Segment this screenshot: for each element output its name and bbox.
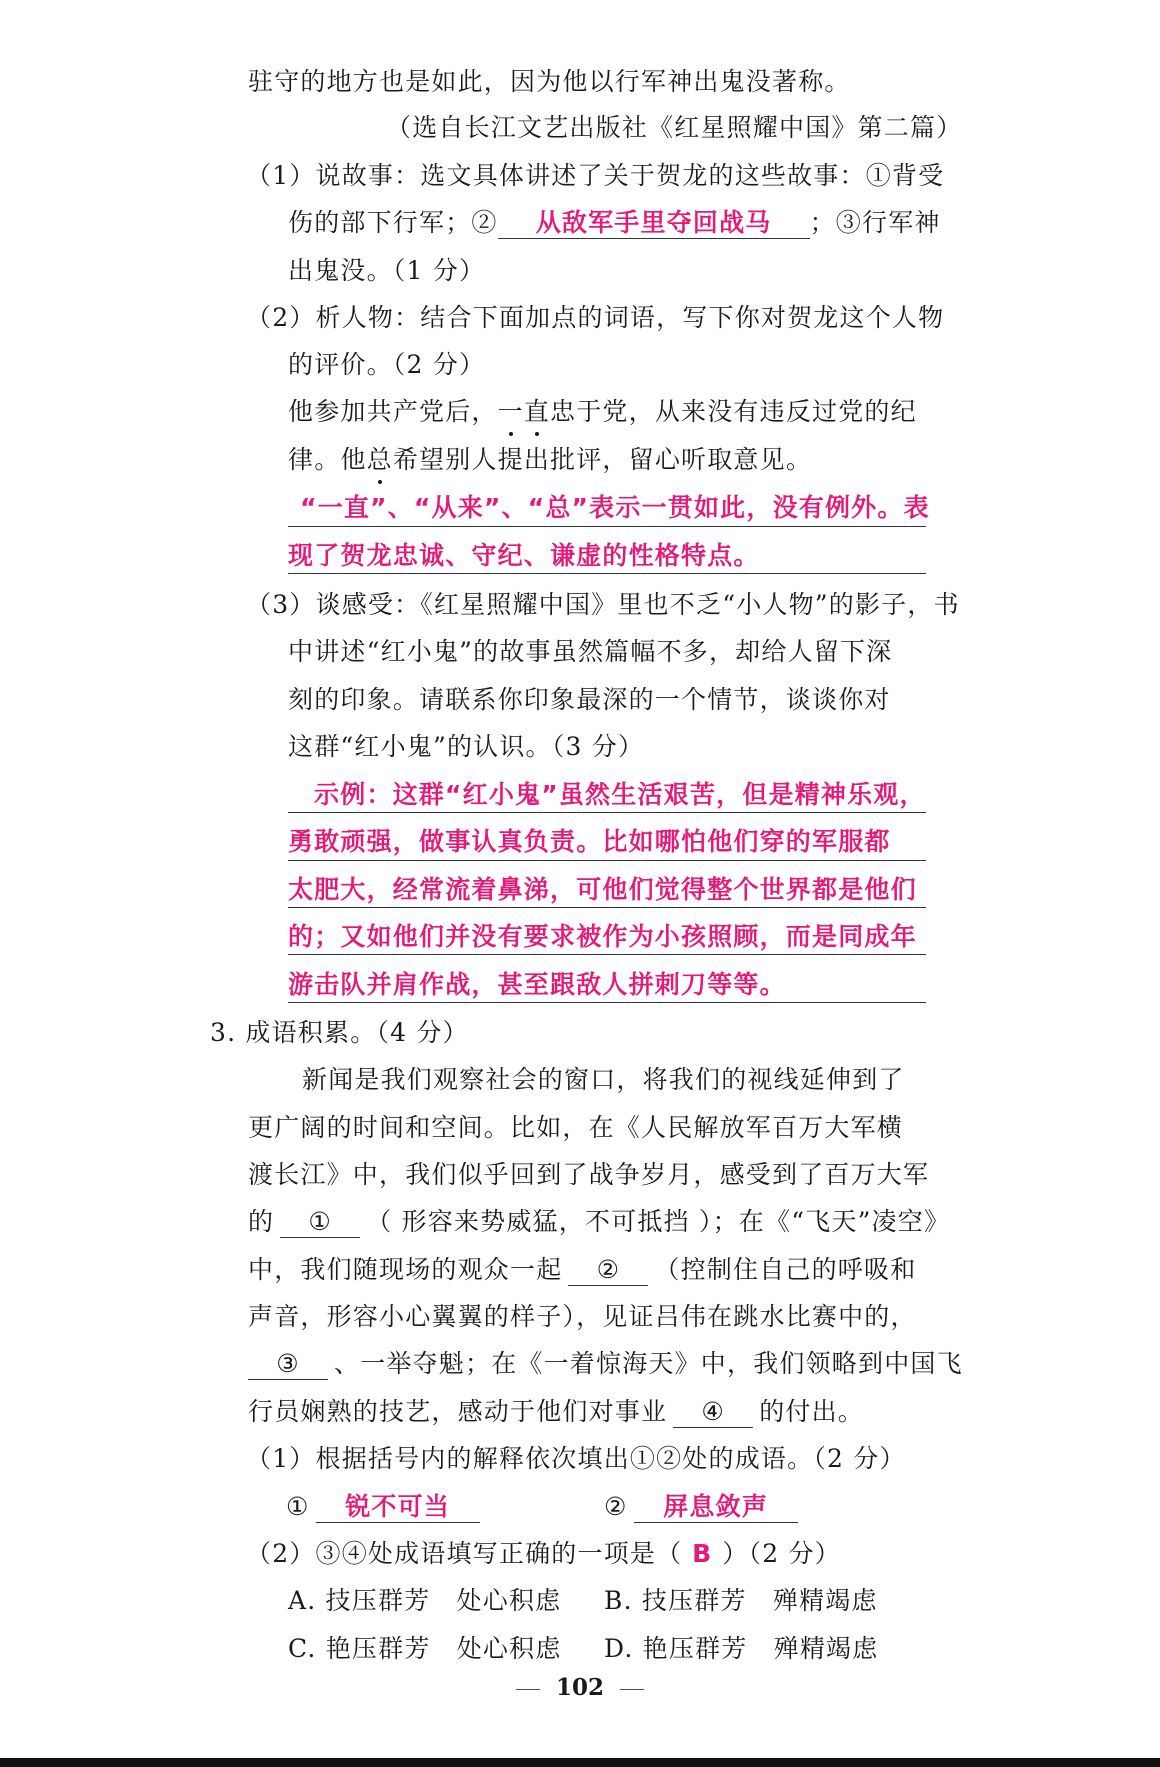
- dotted-char: 总: [367, 443, 393, 477]
- q2-3-answer-line2: 勇敢顽强，做事认真负责。比如哪怕他们穿的军服都: [288, 827, 891, 856]
- q2-1-line2-pre: 伤的部下行军；②: [288, 208, 498, 237]
- answer-underline: [288, 907, 926, 908]
- q2-3-answer-line4: 的；又如他们并没有要求被作为小孩照顾，而是同成年: [288, 922, 917, 951]
- answer-underline: [288, 860, 926, 861]
- q2-2-answer-line1: “一直”、“从来”、“总”表示一贯如此，没有例外。表: [300, 493, 930, 522]
- para-text: 的: [248, 1207, 275, 1236]
- quote-text: 忠于党，从来没有违反过党的纪: [550, 397, 917, 426]
- passage-source: （选自长江文艺出版社《红星照耀中国》第二篇）: [386, 113, 963, 142]
- question-text: （2）③④处成语填写正确的一项是（: [246, 1539, 683, 1568]
- q2-3-answer-line1: 示例：这群“红小鬼”虽然生活艰苦，但是精神乐观，: [314, 780, 926, 809]
- answer-underline: [288, 573, 926, 574]
- page-footer: [0, 1674, 1160, 1701]
- blank-4: ④: [673, 1397, 753, 1428]
- q2-1-line2-post: ；③行军神: [809, 208, 941, 237]
- q2-1-line3: 出鬼没。（1 分）: [288, 256, 486, 285]
- q2-2-line1: （2）析人物：结合下面加点的词语，写下你对贺龙这个人物: [246, 303, 945, 332]
- q3-para-line2: 更广阔的时间和空间。比如，在《人民解放军百万大军横: [248, 1113, 904, 1142]
- q2-3-line3: 刻的印象。请联系你印象最深的一个情节，谈谈你对: [288, 685, 891, 714]
- blank-1: ①: [280, 1207, 360, 1238]
- question-text: ）（2 分）: [722, 1539, 841, 1568]
- q3-1-text: （1）根据括号内的解释依次填出①②处的成语。（2 分）: [246, 1444, 906, 1473]
- q3-para-line4: [248, 1205, 950, 1239]
- q2-1-line2: [288, 206, 941, 240]
- footer-dash: [516, 1689, 540, 1690]
- quote-text: 他参加共产党后，: [288, 397, 498, 426]
- q3-para-line5: [248, 1253, 916, 1287]
- option-a: A. 技压群芳 处心积虑: [288, 1586, 562, 1615]
- para-text: 中，我们随现场的观众一起: [248, 1255, 563, 1284]
- q3-1-answer-row-2: [604, 1490, 798, 1524]
- blank-3: ③: [248, 1349, 328, 1380]
- quote-text: 希望别人提出批评，留心听取意见。: [392, 445, 813, 474]
- option-b: B. 技压群芳 殚精竭虑: [604, 1586, 878, 1615]
- q3-para-line7: [248, 1347, 963, 1381]
- option-c: C. 艳压群芳 处心积虑: [288, 1634, 562, 1663]
- para-text: 的付出。: [759, 1397, 865, 1426]
- q3-para-line8: [248, 1395, 864, 1429]
- dotted-char: 一: [498, 395, 524, 429]
- answer-label: ②: [604, 1492, 628, 1521]
- q3-1-answer-2: 屏息敛声: [634, 1492, 798, 1523]
- q2-3-line4: 这群“红小鬼”的认识。（3 分）: [288, 732, 645, 761]
- footer-dash: [620, 1689, 644, 1690]
- para-text: （ 形容来势威猛，不可抵挡 ）；在《“飞天”凌空》: [366, 1207, 951, 1236]
- q2-1-answer: 从敌军手里夺回战马: [498, 208, 810, 239]
- q3-1-answer-1: 锐不可当: [316, 1492, 480, 1523]
- page-number: 102: [555, 1674, 604, 1701]
- q3-2-answer: B: [692, 1539, 713, 1568]
- answer-underline: [288, 1002, 926, 1003]
- q3-heading: 3. 成语积累。（4 分）: [210, 1018, 469, 1047]
- answer-label: ①: [286, 1492, 310, 1521]
- answer-underline: [288, 812, 926, 813]
- q3-para-line6: 声音，形容小心翼翼的样子），见证吕伟在跳水比赛中的，: [248, 1302, 917, 1331]
- q2-3-line2: 中讲述“红小鬼”的故事虽然篇幅不多，却给人留下深: [288, 637, 893, 666]
- q3-2-text: [246, 1537, 841, 1571]
- answer-underline: [288, 954, 926, 955]
- passage-tail: 驻守的地方也是如此，因为他以行军神出鬼没著称。: [248, 67, 851, 96]
- q2-2-quote-line1: [288, 395, 917, 429]
- q2-3-answer-line5: 游击队并肩作战，甚至跟敌人拼刺刀等等。: [288, 970, 786, 999]
- para-text: （控制住自己的呼吸和: [654, 1255, 917, 1284]
- q3-para-line3: 渡长江》中，我们似乎回到了战争岁月，感受到了百万大军: [248, 1160, 930, 1189]
- q2-3-line1: （3）谈感受：《红星照耀中国》里也不乏“小人物”的影子，书: [246, 590, 960, 619]
- q3-1-answer-row: [286, 1490, 480, 1524]
- blank-2: ②: [568, 1255, 648, 1286]
- bottom-bar: [0, 1758, 1160, 1767]
- para-text: 、一举夺魁；在《一着惊海天》中，我们领略到中国飞: [334, 1349, 963, 1378]
- option-d: D. 艳压群芳 殚精竭虑: [604, 1634, 879, 1663]
- q2-1-line1: （1）说故事：选文具体讲述了关于贺龙的这些故事：①背受: [246, 161, 945, 190]
- q2-2-quote-line2: [288, 443, 812, 477]
- answer-underline: [288, 526, 926, 527]
- q3-para-line1: 新闻是我们观察社会的窗口，将我们的视线延伸到了: [302, 1065, 905, 1094]
- para-text: 行员娴熟的技艺，感动于他们对事业: [248, 1397, 668, 1426]
- q2-2-line2: 的评价。（2 分）: [288, 350, 486, 379]
- dotted-char: 直: [524, 395, 550, 429]
- quote-text: 律。他: [288, 445, 367, 474]
- q2-2-answer-line2: 现了贺龙忠诚、守纪、谦虚的性格特点。: [288, 541, 760, 570]
- q2-3-answer-line3: 太肥大，经常流着鼻涕，可他们觉得整个世界都是他们: [288, 875, 917, 904]
